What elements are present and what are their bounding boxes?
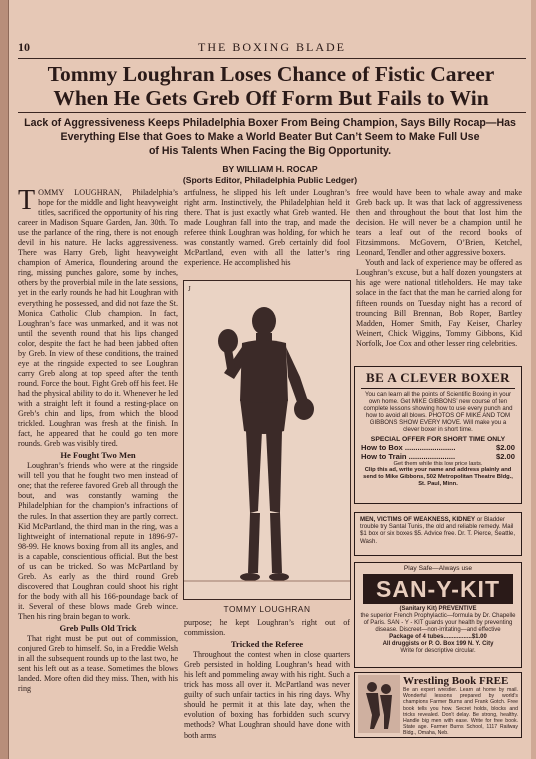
magazine-title: THE BOXING BLADE — [198, 40, 346, 54]
article-paragraph: That right must be put out of commission, conjured Greb to himself. So, in a Freddie Welsh in all the subsequent rounds up to the last two, he sent his left out as a tease. Sometimes the blows landed. More often did they miss. Then, with his ring — [18, 634, 178, 694]
article-paragraph: Youth and lack of experience may be offered as Loughran’s excuse, but a half dozen youngsters at his age were national titleholders. He may take solace in the fact that the man he carried along for fifteen rounds on Tuesday night has a record of trouncing Bill Brennan, Bob Roper, Bartley Madden, Homer Smith, Fay Keiser, Charley Weinert, Chick Wiggins, Tommy Gibbons, Kid Norfolk, Joe Cox and other lesser ring celebrities. — [356, 258, 522, 348]
ad-clever-boxer — [354, 366, 522, 504]
deck-line-3: of His Talents When Facing the Big Opportunity. — [148, 145, 392, 157]
ad-lead: MEN, VICTIMS OF WEAKNESS, KIDNEY — [360, 516, 476, 523]
subhead-tricked-referee: Tricked the Referee — [230, 639, 304, 650]
ad-san-y-kit — [354, 562, 522, 668]
headline-rule — [18, 112, 526, 113]
price-value: $2.00 — [495, 442, 515, 452]
article-headline — [14, 62, 528, 110]
article-paragraph: Loughran’s friends who were at the ringside will tell you that he fought two men instead of one; that the referee favored Greb all through the bout, and was constantly warning the Philadelphian for the champion’s infractions of the rules. In that assertion they are partly correct. Kid McPartland, the third man in the ring, was a lightweight of international repute in 1896-97-98-99. He knows boxing from all its angles, and is a capable, conscientious official. But the best of us can be tricked. So was McPartland by Greb. As early as the third round Greb discovered that Loughran could shoot his right for the body with all his 166-poundage back of it. Several of these blows made Greb wince. Then his ring brain began to work. — [18, 461, 178, 621]
ad-brand-logo: SAN-Y-KIT — [363, 574, 513, 604]
headline-line-2: When He Gets Greb Off Form But Fails to Win — [53, 86, 489, 110]
ad-wrestling-book — [354, 672, 522, 738]
byline-author: BY WILLIAM H. ROCAP — [222, 164, 318, 174]
article-paragraph: artfulness, he slipped his left under Loughran’s right arm. Instinctively, the Philadelphian held it there. That is just exactly what Greb wanted. He made Loughran fall into the trap, and made the referee think Loughran was holding, for which he was constantly warned. Greb certainly did fool McPartland, even with all the latter’s ring experience. He accomplished his — [184, 188, 350, 268]
page-binding — [0, 0, 9, 759]
ad-line: the superior French Prophylactic—formula by Dr. Chapelle of Paris. SAN - Y - KIT guards your health by preventing disease. Discreet—non-irritating—and effective — [360, 613, 516, 633]
headline-line-1: Tommy Loughran Loses Chance of Fistic Career — [47, 62, 495, 86]
ad-text — [403, 675, 518, 735]
byline — [120, 164, 420, 186]
article-column-2-bottom — [184, 618, 350, 750]
photo-number: J — [188, 285, 191, 293]
drop-cap: T — [18, 188, 36, 216]
article-paragraph: purpose; he kept Loughran’s right out of commission. — [184, 618, 350, 638]
boxer-figure-illustration — [184, 281, 350, 599]
article-deck — [20, 116, 520, 158]
ad-address: Clip this ad, write your name and address plainly and send to Mike Gibbons, 502 Metropolitan Theatre Bldg., St. Paul, Minn. — [363, 467, 513, 487]
deck-line-2: Everything Else that Goes to Make a World Beater But Can’t Seem to Make Full Use — [60, 131, 480, 143]
ad-line: Write for descriptive circular. — [400, 648, 476, 654]
article-column-1 — [18, 188, 178, 750]
ad-title: Wrestling Book FREE — [403, 675, 509, 687]
page-edge — [531, 0, 536, 759]
running-head — [18, 40, 526, 58]
ad-tagline: Play Safe—Always use — [403, 565, 473, 572]
ad-offer: SPECIAL OFFER FOR SHORT TIME ONLY — [370, 435, 506, 443]
ad-line: Package of 4 tubes.................$1.00 — [389, 634, 487, 640]
deck-line-1: Lack of Aggressiveness Keeps Philadelphia Boxer From Being Champion, Says Billy Rocap—Has — [24, 117, 516, 129]
ad-weakness-remedy — [354, 512, 522, 556]
price-label: How to Train ...................... — [361, 451, 456, 461]
ad-note: Get them while this low price lasts. — [393, 460, 483, 467]
article-column-3 — [356, 188, 522, 362]
article-paragraph: Throughout the contest when in close quarters Greb persisted in holding Loughran’s head with his left and pommeling away with his right. Such a trick has moss all over it. McPartland was never guilty of such unfair tactics in his ring days. Why should he permit it at this late day, when the evolution of boxing has forbidden such scurvy methods? What Loughran should have done with both arms — [184, 650, 350, 740]
ad-line: (Sanitary Kit) PREVENTIVE — [399, 606, 477, 612]
price-row — [361, 452, 515, 461]
byline-affiliation: (Sports Editor, Philadelphia Public Ledger) — [182, 175, 358, 185]
ad-title: BE A CLEVER BOXER — [361, 370, 515, 389]
article-paragraph: free would have been to whale away and make Greb back up. It was that lack of aggressiveness then and throughout the bout that lost him the decision. He will never be a champion until he tears a leaf out of the record books of Fitzsimmons. McGovern, O’Brien, Ketchel, Leonard, Tendler and other aggressive boxers. — [356, 188, 522, 258]
photo-caption: TOMMY LOUGHRAN — [223, 604, 311, 614]
subhead-greb-old-trick: Greb Pulls Old Trick — [59, 623, 137, 634]
subhead-fought-two-men: He Fought Two Men — [60, 450, 136, 461]
price-row — [361, 443, 515, 452]
article-paragraph: OMMY LOUGHRAN, Philadelphia’s hope for the middle and light heavyweight titles, sacrificed the opportunity of his ring career in Madison Square Garden, Jan. 30th. To use the parlance of the ring, there is not enough devil in his nature. He lacks aggressiveness. There was Harry Greb, light heavyweight champion of America, floundering around the ring, missing punches galore, some by inches, others by the proverbial mile in the late sessions, yet in the early rounds he had hit Loughran with everything he possessed, and did not faze the St. Monica Catholic Club champion. In fact, Loughran’s face was unmarked, and it was not until the seventh round that his lips changed color, despite the fact he had been jabbed often by Greb. In view of these conditions, the trained eye at the ringside expected to see Loughran carry Greb along at top speed after the tenth round. Force the bout. Fight Greb off his feet. He had the physical ability to do it. Whenever he led with a straight left it found a resting-place on Greb’s chin and lips, from which the blood trickled. Loughran was fresh at the finish. In fact, he appeared that he could go ten more rounds. Greb was visibly tired. — [18, 188, 178, 449]
page-number: 10 — [18, 40, 30, 54]
boxer-photo — [183, 280, 351, 600]
ad-body: or Bladder trouble try Santal Tunis, the old and reliable remedy. Mail $1 box or six boxes $5. Advice free. Dr. T. Pierce, Seattle, Wash. — [360, 516, 516, 545]
wrestlers-icon — [358, 675, 400, 733]
ad-body: Be an expert wrestler. Learn at home by mail. Wonderful lessons prepared by world's champions Farmer Burns and Frank Gotch. Free book tells you how. Secret holds, blocks and tricks revealed. Don't delay. Be strong, healthy. Handle big men with ease. Write for free book. State age. Farmer Burns School, 1117 Railway Bldg., Omaha, Neb. — [403, 687, 518, 737]
price-label: How to Box ........................ — [361, 442, 456, 452]
header-rule — [18, 58, 526, 59]
ad-line: All druggists or P. O. Box 199 N. Y. City — [382, 641, 494, 647]
ad-body: You can learn all the points of Scientific Boxing in your own home. Get MIKE GIBBONS’ new course of ten complete lessons showing how to use every punch and how to avoid all blows. PHOTOS OF MIKE AND TOM GIBBONS SHOW EVERY MOVE. Will make you a clever boxer in short time. — [363, 391, 513, 434]
price-value: $2.00 — [495, 451, 515, 461]
article-column-2-top — [184, 188, 350, 278]
